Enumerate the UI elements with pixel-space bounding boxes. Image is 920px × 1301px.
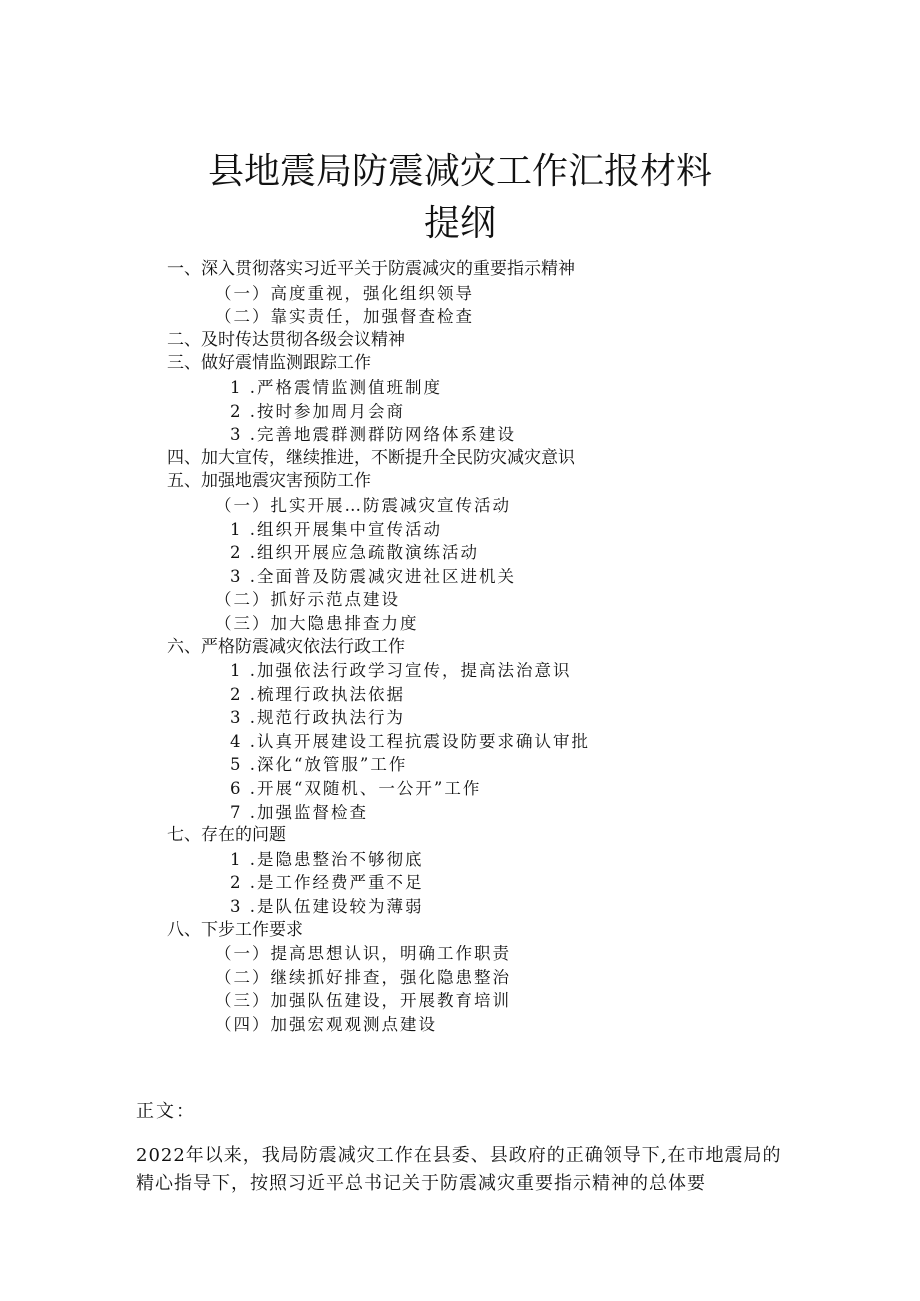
outline-item-level3: 1 .严格震情监测值班制度 xyxy=(230,377,442,397)
outline-item-level3: 3 .规范行政执法行为 xyxy=(230,708,405,728)
outline-item-level1: 五、加强地震灾害预防工作 xyxy=(167,471,371,492)
outline-item-level3: 2 .是工作经费严重不足 xyxy=(230,873,424,893)
outline-item-level2: （一）高度重视，强化组织领导 xyxy=(215,283,474,303)
document-subtitle: 提纲 xyxy=(423,203,496,244)
outline-item-level3: 7 .加强监督检查 xyxy=(230,802,368,822)
body-label: 正文： xyxy=(136,1101,196,1122)
outline-item-level2: （二）靠实责任，加强督查检查 xyxy=(215,307,474,327)
outline-item-level2: （三）加大隐患排查力度 xyxy=(215,613,419,633)
outline-list xyxy=(0,258,920,1037)
outline-item-level2: （一）扎实开展…防震减灾宣传活动 xyxy=(215,495,511,515)
outline-item-level3: 6 .开展“双随机、一公开”工作 xyxy=(230,779,482,799)
outline-item-level3: 3 .全面普及防震减灾进社区进机关 xyxy=(230,566,516,586)
outline-item-level1: 四、加大宣传，继续推进，不断提升全民防灾减灾意识 xyxy=(167,447,575,468)
outline-item-level1: 七、存在的问题 xyxy=(167,825,286,846)
outline-item-level3: 1 .组织开展集中宣传活动 xyxy=(230,519,442,539)
outline-item-level1: 三、做好震情监测跟踪工作 xyxy=(167,353,371,374)
document-title: 县地震局防震减灾工作汇报材料 xyxy=(207,151,712,192)
outline-item-level1: 二、及时传达贯彻各级会议精神 xyxy=(167,329,405,350)
outline-item-level2: （三）加强队伍建设，开展教育培训 xyxy=(215,991,511,1011)
outline-item-level3: 2 .组织开展应急疏散演练活动 xyxy=(230,543,479,563)
outline-item-level3: 1 .是隐患整治不够彻底 xyxy=(230,849,424,869)
outline-item-level1: 六、严格防震减灾依法行政工作 xyxy=(167,636,405,657)
outline-item-level3: 4 .认真开展建设工程抗震设防要求确认审批 xyxy=(230,731,590,751)
outline-item-level2: （四）加强宏观观测点建设 xyxy=(215,1015,437,1034)
outline-item-level2: （二）抓好示范点建设 xyxy=(215,590,400,610)
body-paragraph: 2022年以来，我局防震减灾工作在县委、县政府的正确领导下,在市地震局的精心指导下，按照习近平总书记关于防震减灾重要指示精神的总体要 xyxy=(136,1145,782,1194)
outline-item-level3: 2 .梳理行政执法依据 xyxy=(230,684,405,704)
outline-item-level3: 1 .加强依法行政学习宣传，提高法治意识 xyxy=(230,661,572,681)
outline-item-level3: 2 .按时参加周月会商 xyxy=(230,401,405,421)
outline-item-level2: （一）提高思想认识，明确工作职责 xyxy=(215,944,511,964)
outline-item-level1: 一、深入贯彻落实习近平关于防震减灾的重要指示精神 xyxy=(167,259,575,279)
outline-item-level3: 3 .完善地震群测群防网络体系建设 xyxy=(230,425,516,445)
outline-item-level1: 八、下步工作要求 xyxy=(167,919,303,940)
outline-item-level2: （二）继续抓好排查，强化隐患整治 xyxy=(215,967,511,987)
outline-item-level3: 3 .是队伍建设较为薄弱 xyxy=(230,897,424,917)
outline-item-level3: 5 .深化“放管服”工作 xyxy=(230,755,408,775)
